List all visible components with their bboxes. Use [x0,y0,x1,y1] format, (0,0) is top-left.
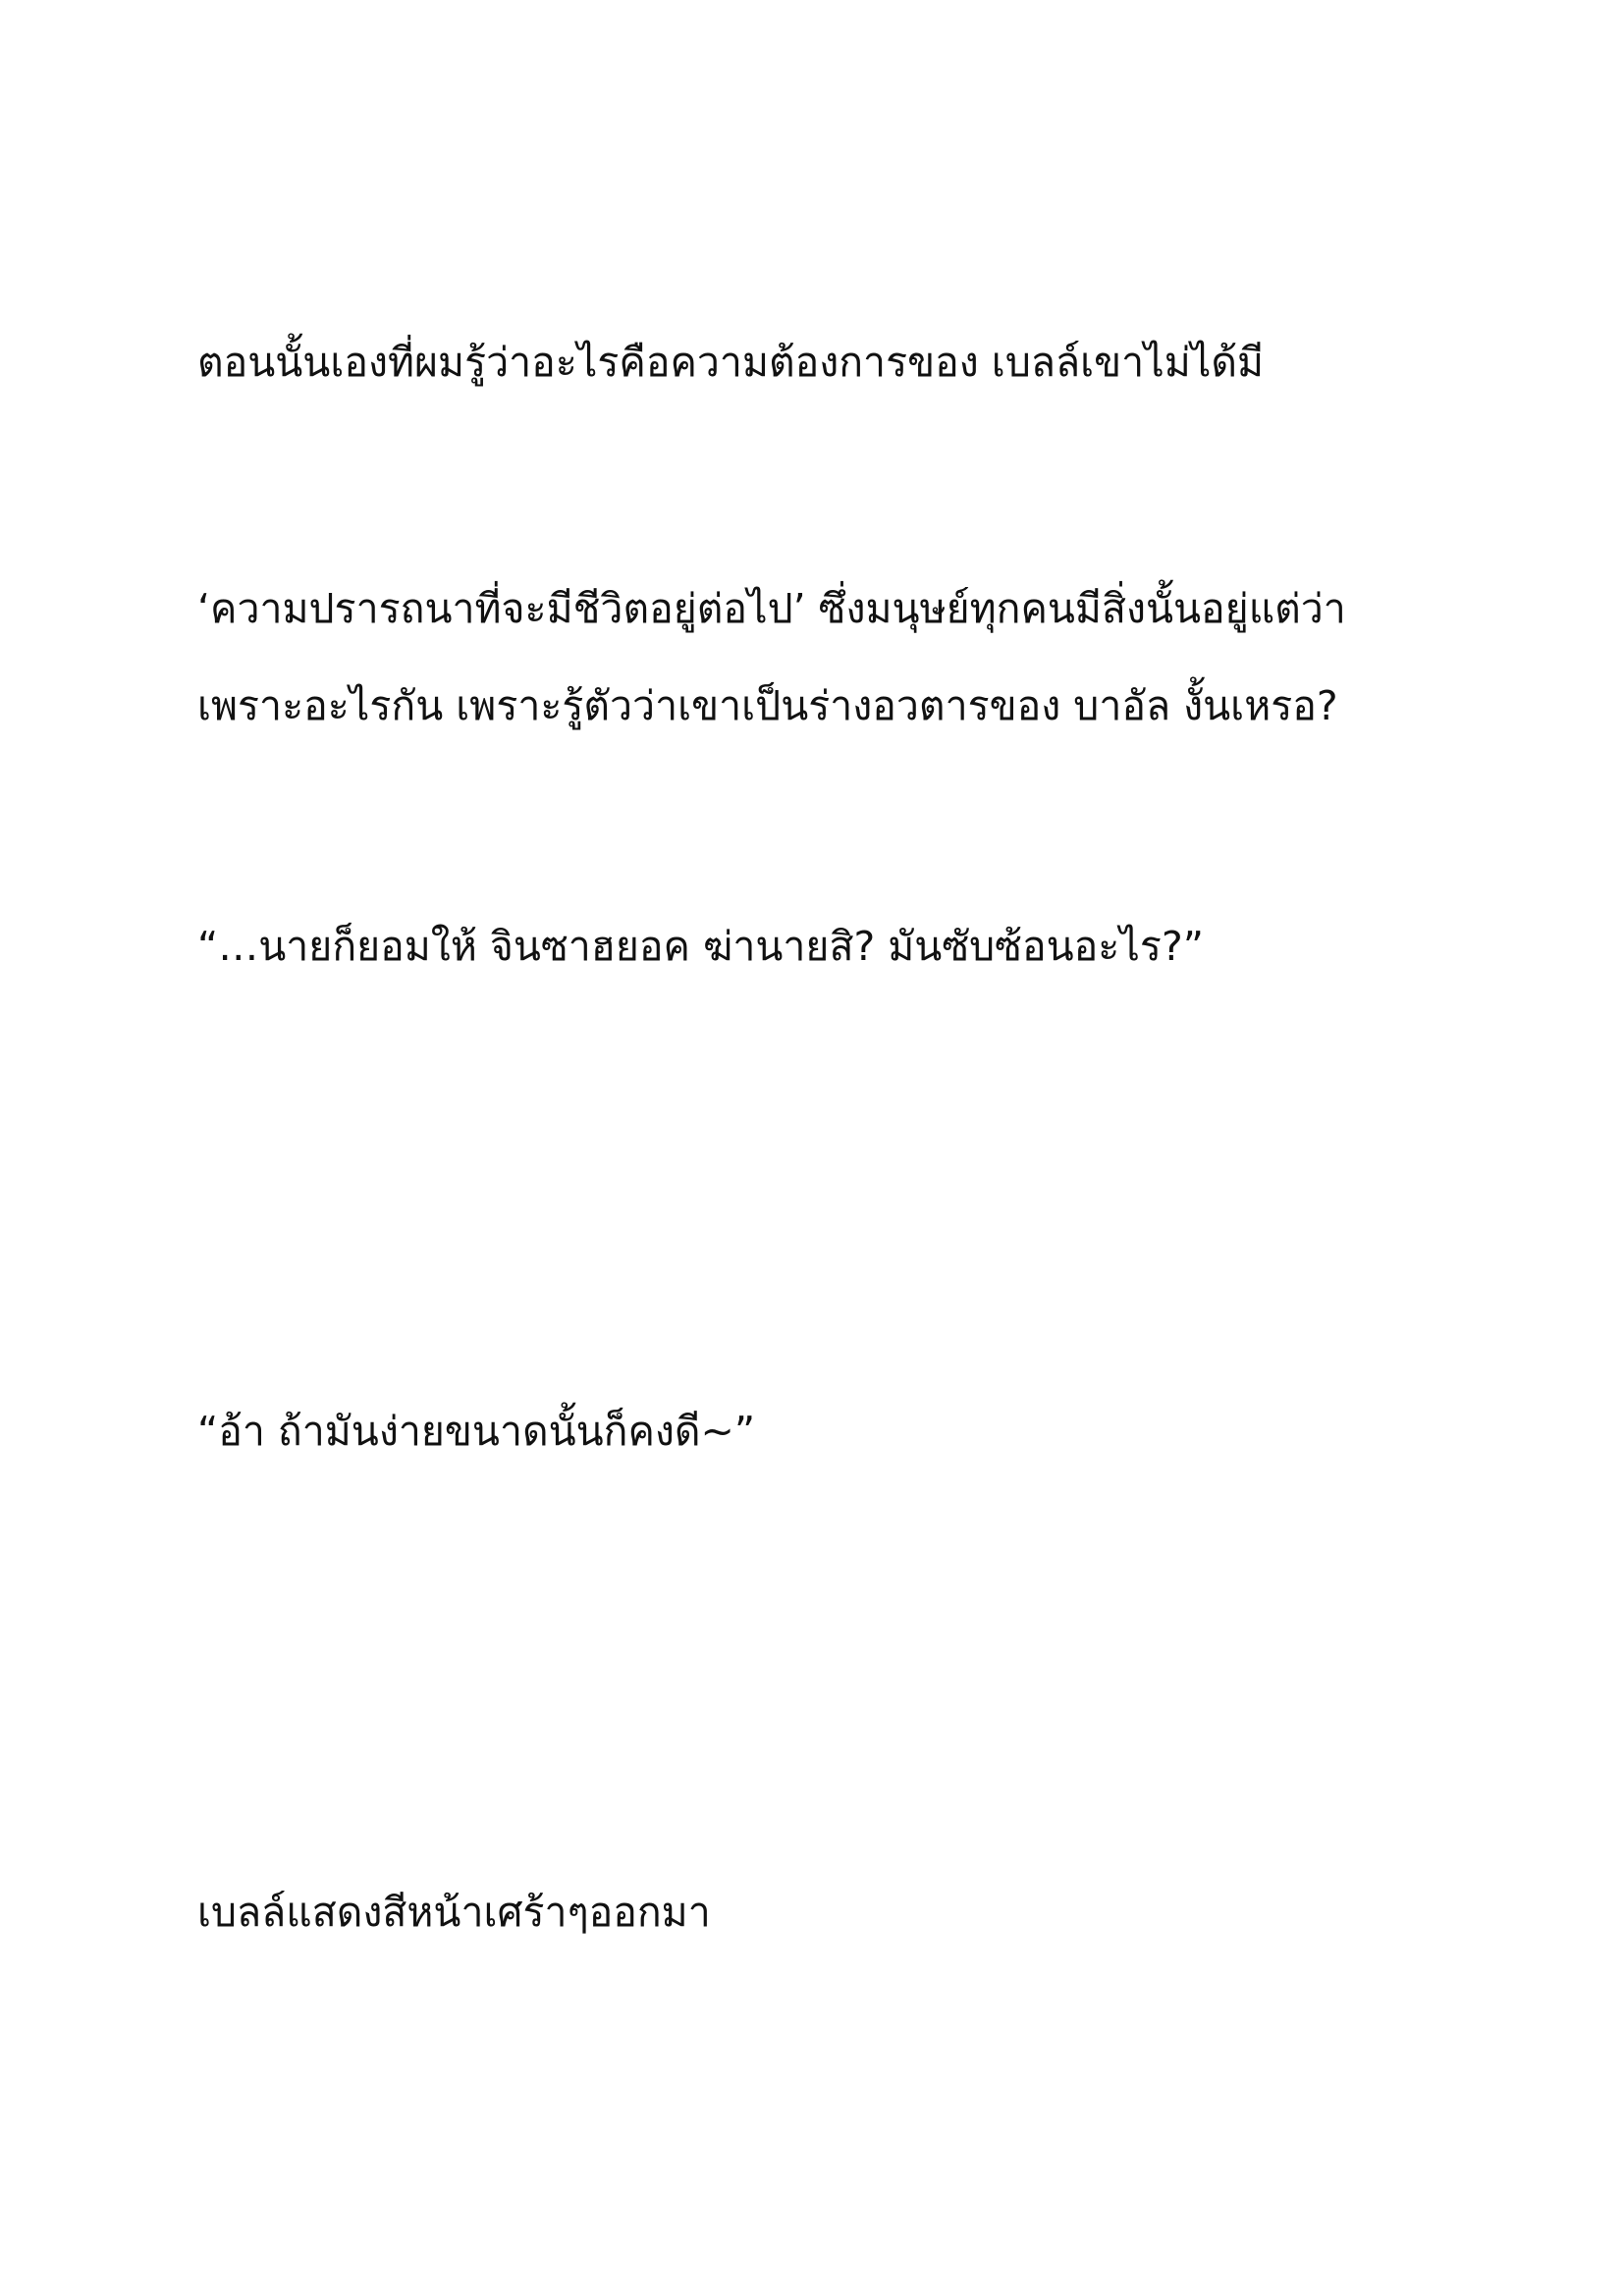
text-line-1: ตอนนั้นเองที่ผมรู้ว่าอะไรคือความต้องการของ เบลล์เขาไม่ได้มี [197,339,1265,386]
text-line-6: เบลล์แสดงสีหน้าเศร้าๆออกมา [197,1889,711,1936]
text-line-2: ‘ความปรารถนาที่จะมีชีวิตอยู่ต่อไป’ ซึ่งมนุษย์ทุกคนมีสิ่งนั้นอยู่แต่ว่า [197,585,1346,632]
text-line-3: เพราะอะไรกัน เพราะรู้ตัวว่าเขาเป็นร่างอวตารของ บาอัล งั้นเหรอ? [197,682,1338,729]
text-line-5: “อ้า ถ้ามันง่ายขนาดนั้นก็คงดี~” [197,1408,756,1455]
text-line-4: “…นายก็ยอมให้ จินซาฮยอค ฆ่านายสิ? มันซับซ้อนอะไร?” [197,923,1204,970]
